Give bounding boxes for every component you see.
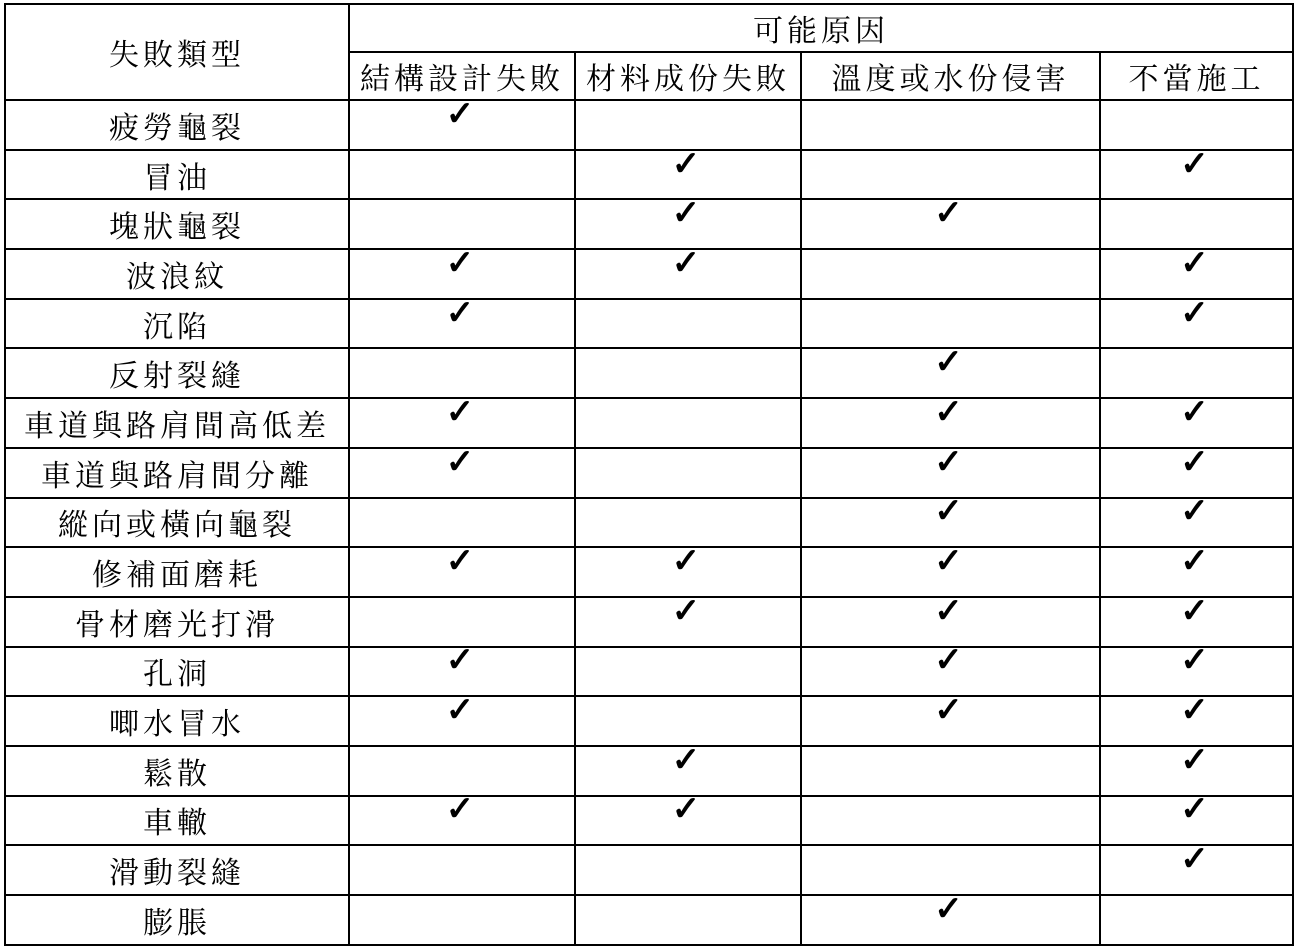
group-header-cell: 可能原因 xyxy=(349,4,1293,52)
check-mark-icon: ✓ xyxy=(671,249,705,283)
check-mark-icon: ✓ xyxy=(445,398,479,432)
failure-type-label: 疲勞龜裂 xyxy=(5,100,349,150)
header-row-top xyxy=(5,4,1293,52)
failure-type-label: 縱向或橫向龜裂 xyxy=(5,498,349,548)
cause-cell-improper-construction xyxy=(1100,597,1293,647)
cause-cell-material-composition xyxy=(575,498,801,548)
check-mark-icon: ✓ xyxy=(445,447,479,482)
check-mark-icon: ✓ xyxy=(1180,845,1213,880)
check-mark-icon: ✓ xyxy=(934,348,967,383)
cause-cell-material-composition xyxy=(575,547,801,597)
check-mark-icon: ✓ xyxy=(1180,795,1213,830)
cause-cell-improper-construction xyxy=(1100,895,1293,945)
cause-cell-temperature-moisture xyxy=(801,547,1100,597)
cause-cell-structural-design xyxy=(349,199,575,249)
check-mark-icon: ✓ xyxy=(934,199,967,234)
cause-cell-improper-construction xyxy=(1100,398,1293,448)
table-row xyxy=(5,547,1293,597)
cause-cell-structural-design xyxy=(349,398,575,448)
check-mark-icon: ✓ xyxy=(445,646,479,681)
check-mark-icon: ✓ xyxy=(934,547,967,582)
cause-cell-improper-construction xyxy=(1100,348,1293,398)
failure-type-label: 車轍 xyxy=(5,796,349,846)
cause-cell-material-composition xyxy=(575,348,801,398)
cause-cell-structural-design xyxy=(349,448,575,498)
cause-cell-temperature-moisture xyxy=(801,150,1100,200)
failure-type-label: 反射裂縫 xyxy=(5,348,349,398)
check-mark-icon: ✓ xyxy=(671,596,705,631)
table-row xyxy=(5,348,1293,398)
cause-cell-material-composition xyxy=(575,100,801,150)
cause-cell-material-composition xyxy=(575,647,801,697)
failure-type-label: 波浪紋 xyxy=(5,249,349,299)
table-row xyxy=(5,249,1293,299)
check-mark-icon: ✓ xyxy=(1180,149,1213,184)
failure-type-label: 鬆散 xyxy=(5,746,349,796)
cause-cell-temperature-moisture xyxy=(801,448,1100,498)
check-mark-icon: ✓ xyxy=(934,646,967,681)
check-mark-icon: ✓ xyxy=(934,398,967,432)
failure-type-label: 滑動裂縫 xyxy=(5,845,349,895)
cause-cell-structural-design xyxy=(349,895,575,945)
check-mark-icon: ✓ xyxy=(445,696,479,731)
cause-cell-improper-construction xyxy=(1100,746,1293,796)
check-mark-icon: ✓ xyxy=(934,895,967,929)
cause-cell-temperature-moisture xyxy=(801,249,1100,299)
check-mark-icon: ✓ xyxy=(1180,497,1213,532)
table-row xyxy=(5,746,1293,796)
cause-cell-material-composition xyxy=(575,845,801,895)
cause-cell-improper-construction xyxy=(1100,249,1293,299)
column-header-improper-construction: 不當施工 xyxy=(1100,52,1293,100)
check-mark-icon: ✓ xyxy=(1180,696,1213,731)
cause-cell-improper-construction xyxy=(1100,696,1293,746)
cause-cell-temperature-moisture xyxy=(801,746,1100,796)
cause-cell-temperature-moisture xyxy=(801,199,1100,249)
cause-cell-temperature-moisture xyxy=(801,498,1100,548)
check-mark-icon: ✓ xyxy=(445,298,479,333)
check-mark-icon: ✓ xyxy=(1180,596,1213,631)
table-row xyxy=(5,398,1293,448)
table-row xyxy=(5,696,1293,746)
table-row xyxy=(5,597,1293,647)
column-header-structural-design: 結構設計失敗 xyxy=(349,52,575,100)
cause-cell-structural-design xyxy=(349,696,575,746)
failure-type-label: 骨材磨光打滑 xyxy=(5,597,349,647)
cause-cell-temperature-moisture xyxy=(801,895,1100,945)
cause-cell-structural-design xyxy=(349,746,575,796)
failure-type-label: 唧水冒水 xyxy=(5,696,349,746)
check-mark-icon: ✓ xyxy=(1180,298,1213,333)
cause-cell-temperature-moisture xyxy=(801,845,1100,895)
cause-cell-material-composition xyxy=(575,299,801,349)
cause-cell-temperature-moisture xyxy=(801,647,1100,697)
cause-cell-improper-construction xyxy=(1100,448,1293,498)
table-row xyxy=(5,796,1293,846)
check-mark-icon: ✓ xyxy=(445,795,479,830)
check-mark-icon: ✓ xyxy=(1180,249,1213,283)
cause-cell-material-composition xyxy=(575,150,801,200)
cause-cell-structural-design xyxy=(349,249,575,299)
cause-cell-material-composition xyxy=(575,597,801,647)
cause-cell-temperature-moisture xyxy=(801,597,1100,647)
table-row xyxy=(5,199,1293,249)
failure-type-label: 冒油 xyxy=(5,150,349,200)
check-mark-icon: ✓ xyxy=(671,149,705,184)
table-row xyxy=(5,448,1293,498)
cause-cell-improper-construction xyxy=(1100,547,1293,597)
column-header-temperature-moisture: 溫度或水份侵害 xyxy=(801,52,1100,100)
check-mark-icon: ✓ xyxy=(1180,447,1213,482)
cause-cell-improper-construction xyxy=(1100,299,1293,349)
failure-type-label: 沉陷 xyxy=(5,299,349,349)
check-mark-icon: ✓ xyxy=(671,745,705,780)
check-mark-icon: ✓ xyxy=(445,547,479,582)
cause-cell-material-composition xyxy=(575,448,801,498)
table-row xyxy=(5,299,1293,349)
table-row xyxy=(5,895,1293,945)
cause-cell-structural-design xyxy=(349,547,575,597)
table-row xyxy=(5,845,1293,895)
cause-cell-structural-design xyxy=(349,299,575,349)
failure-cause-table xyxy=(4,3,1294,946)
check-mark-icon: ✓ xyxy=(1180,745,1213,780)
cause-cell-material-composition xyxy=(575,398,801,448)
cause-cell-temperature-moisture xyxy=(801,348,1100,398)
cause-cell-structural-design xyxy=(349,348,575,398)
cause-cell-temperature-moisture xyxy=(801,100,1100,150)
check-mark-icon: ✓ xyxy=(1180,547,1213,582)
cause-cell-temperature-moisture xyxy=(801,796,1100,846)
cause-cell-structural-design xyxy=(349,150,575,200)
check-mark-icon: ✓ xyxy=(1180,646,1213,681)
cause-cell-material-composition xyxy=(575,199,801,249)
cause-cell-improper-construction xyxy=(1100,796,1293,846)
failure-type-label: 車道與路肩間高低差 xyxy=(5,398,349,448)
cause-cell-material-composition xyxy=(575,696,801,746)
cause-cell-structural-design xyxy=(349,796,575,846)
table-row xyxy=(5,498,1293,548)
row-header-cell: 失敗類型 xyxy=(5,4,349,100)
cause-cell-structural-design xyxy=(349,498,575,548)
cause-cell-structural-design xyxy=(349,845,575,895)
cause-cell-improper-construction xyxy=(1100,199,1293,249)
cause-cell-structural-design xyxy=(349,100,575,150)
check-mark-icon: ✓ xyxy=(445,249,479,283)
cause-cell-structural-design xyxy=(349,647,575,697)
cause-cell-material-composition xyxy=(575,746,801,796)
cause-cell-improper-construction xyxy=(1100,100,1293,150)
check-mark-icon: ✓ xyxy=(934,696,967,731)
check-mark-icon: ✓ xyxy=(934,596,967,631)
table-body xyxy=(5,100,1293,945)
check-mark-icon: ✓ xyxy=(671,547,705,582)
check-mark-icon: ✓ xyxy=(445,100,479,134)
table-row xyxy=(5,100,1293,150)
cause-cell-material-composition xyxy=(575,249,801,299)
column-header-material-composition: 材料成份失敗 xyxy=(575,52,801,100)
table-row xyxy=(5,150,1293,200)
cause-cell-temperature-moisture xyxy=(801,398,1100,448)
failure-type-label: 塊狀龜裂 xyxy=(5,199,349,249)
cause-cell-improper-construction xyxy=(1100,647,1293,697)
failure-type-label: 修補面磨耗 xyxy=(5,547,349,597)
check-mark-icon: ✓ xyxy=(1180,398,1213,432)
cause-cell-material-composition xyxy=(575,796,801,846)
cause-cell-material-composition xyxy=(575,895,801,945)
cause-cell-improper-construction xyxy=(1100,845,1293,895)
cause-cell-improper-construction xyxy=(1100,498,1293,548)
failure-type-label: 孔洞 xyxy=(5,647,349,697)
check-mark-icon: ✓ xyxy=(671,199,705,234)
failure-type-label: 車道與路肩間分離 xyxy=(5,448,349,498)
check-mark-icon: ✓ xyxy=(934,447,967,482)
check-mark-icon: ✓ xyxy=(671,795,705,830)
failure-type-label: 膨脹 xyxy=(5,895,349,945)
table-row xyxy=(5,647,1293,697)
cause-cell-temperature-moisture xyxy=(801,299,1100,349)
cause-cell-improper-construction xyxy=(1100,150,1293,200)
cause-cell-structural-design xyxy=(349,597,575,647)
check-mark-icon: ✓ xyxy=(934,497,967,532)
cause-cell-temperature-moisture xyxy=(801,696,1100,746)
